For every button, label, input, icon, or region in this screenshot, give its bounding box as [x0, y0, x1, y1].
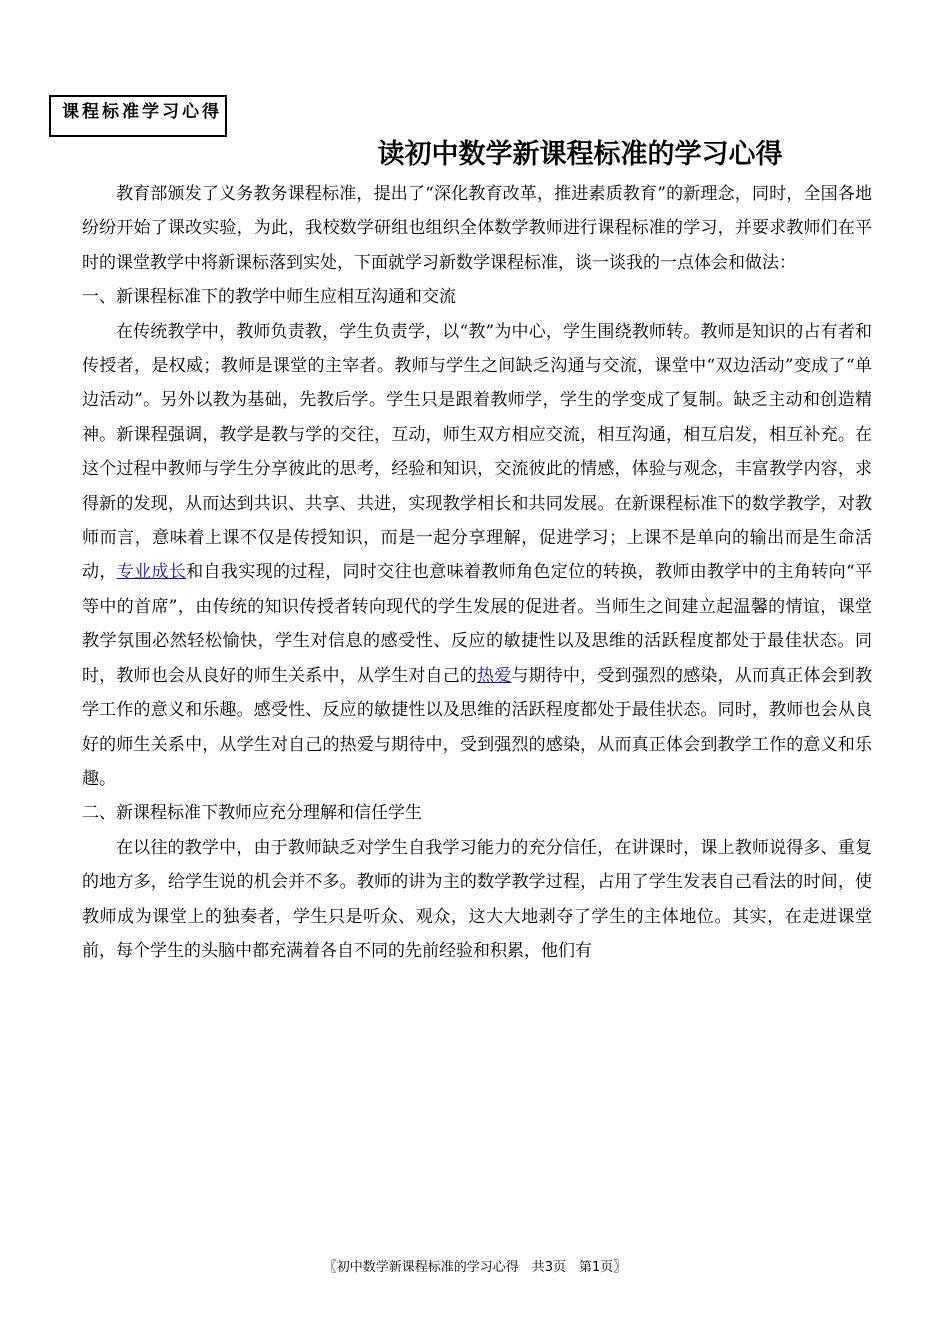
- intro-paragraph: 教育部颁发了义务教务课程标准，提出了“深化教育改革，推进素质教育”的新理念，同时，全国各地纷纷开始了课改实验，为此，我校数学研组也组织全体数学教师进行课程标准的学习，并要求教师们在平时的课堂教学中将新课标落到实处，下面就学习新数学课程标准，谈一谈我的一点体会和做法：: [82, 184, 872, 273]
- section1-heading: 一、新课程标准下的教学中师生应相互沟通和交流: [82, 287, 456, 308]
- section1-text-b: 和自我实现的过程，同时交往也意味着教师角色定位的转换，教师由教学中的主角转向“平等中的首席”，由传统的知识传授者转向现代的学生发展的促进者。当师生之间建立起温馨的情谊，课堂教学氛围必然轻松愉快，学生对信息的感受性、反应的敏捷性以及思维的活跃程度都处于最佳状态。同时，教师也会从良好的师生关系中，从学生对自己的: [82, 562, 873, 686]
- document-tag-box: [49, 95, 227, 137]
- love-link[interactable]: 热爱: [477, 665, 512, 686]
- section1-text-c: 与期待中，受到强烈的感染，从而真正体会到教学工作的意义和乐趣。感受性、反应的敏捷性以及思维的活跃程度都处于最佳状态。同时，教师也会从良好的师生关系中，从学生对自己的热爱与期待中，受到强烈的感染，从而真正体会到教学工作的意义和乐趣。: [82, 665, 873, 789]
- document-tag-text: 课程标准学习心得: [62, 102, 222, 122]
- section1-paragraph: [82, 315, 872, 797]
- section2-heading: 二、新课程标准下教师应充分理解和信任学生: [82, 803, 422, 824]
- section1-text-a: 在传统教学中，教师负责教，学生负责学，以“教”为中心，学生围绕教师转。教师是知识的占有者和传授者，是权威；教师是课堂的主宰者。教师与学生之间缺乏沟通与交流，课堂中“双边活动”变成了“单边活动”。另外以教为基础，先教后学。学生只是跟着教师学，学生的学变成了复制。缺乏主动和创造精神。新课程强调，教学是教与学的交往，互动，师生双方相应交流，相互沟通，相互启发，相互补充。在这个过程中教师与学生分享彼此的思考，经验和知识，交流彼此的情感，体验与观念，丰富教学内容，求得新的发现，从而达到共识、共享、共进，实现教学相长和共同发展。在新课程标准下的数学教学，对教师而言，意味着上课不仅是传授知识，而是一起分享理解，促进学习；上课不是单向的输出而是生命活动，: [82, 321, 872, 583]
- document-title: 读初中数学新课程标准的学习心得: [377, 139, 783, 170]
- page-footer: 〖初中数学新课程标准的学习心得 共3页 第1页〗: [323, 1260, 627, 1275]
- professional-growth-link[interactable]: 专业成长: [116, 562, 187, 583]
- section2-paragraph: 在以往的教学中，由于教师缺乏对学生自我学习能力的充分信任，在讲课时，课上教师说得多、重复的地方多，给学生说的机会并不多。教师的讲为主的数学教学过程，占用了学生发表自己看法的时间，使教师成为课堂上的独奏者，学生只是听众、观众，这大大地剥夺了学生的主体地位。其实，在走进课堂前，每个学生的头脑中都充满着各自不同的先前经验和积累，他们有: [82, 837, 872, 961]
- document-body: [82, 177, 872, 968]
